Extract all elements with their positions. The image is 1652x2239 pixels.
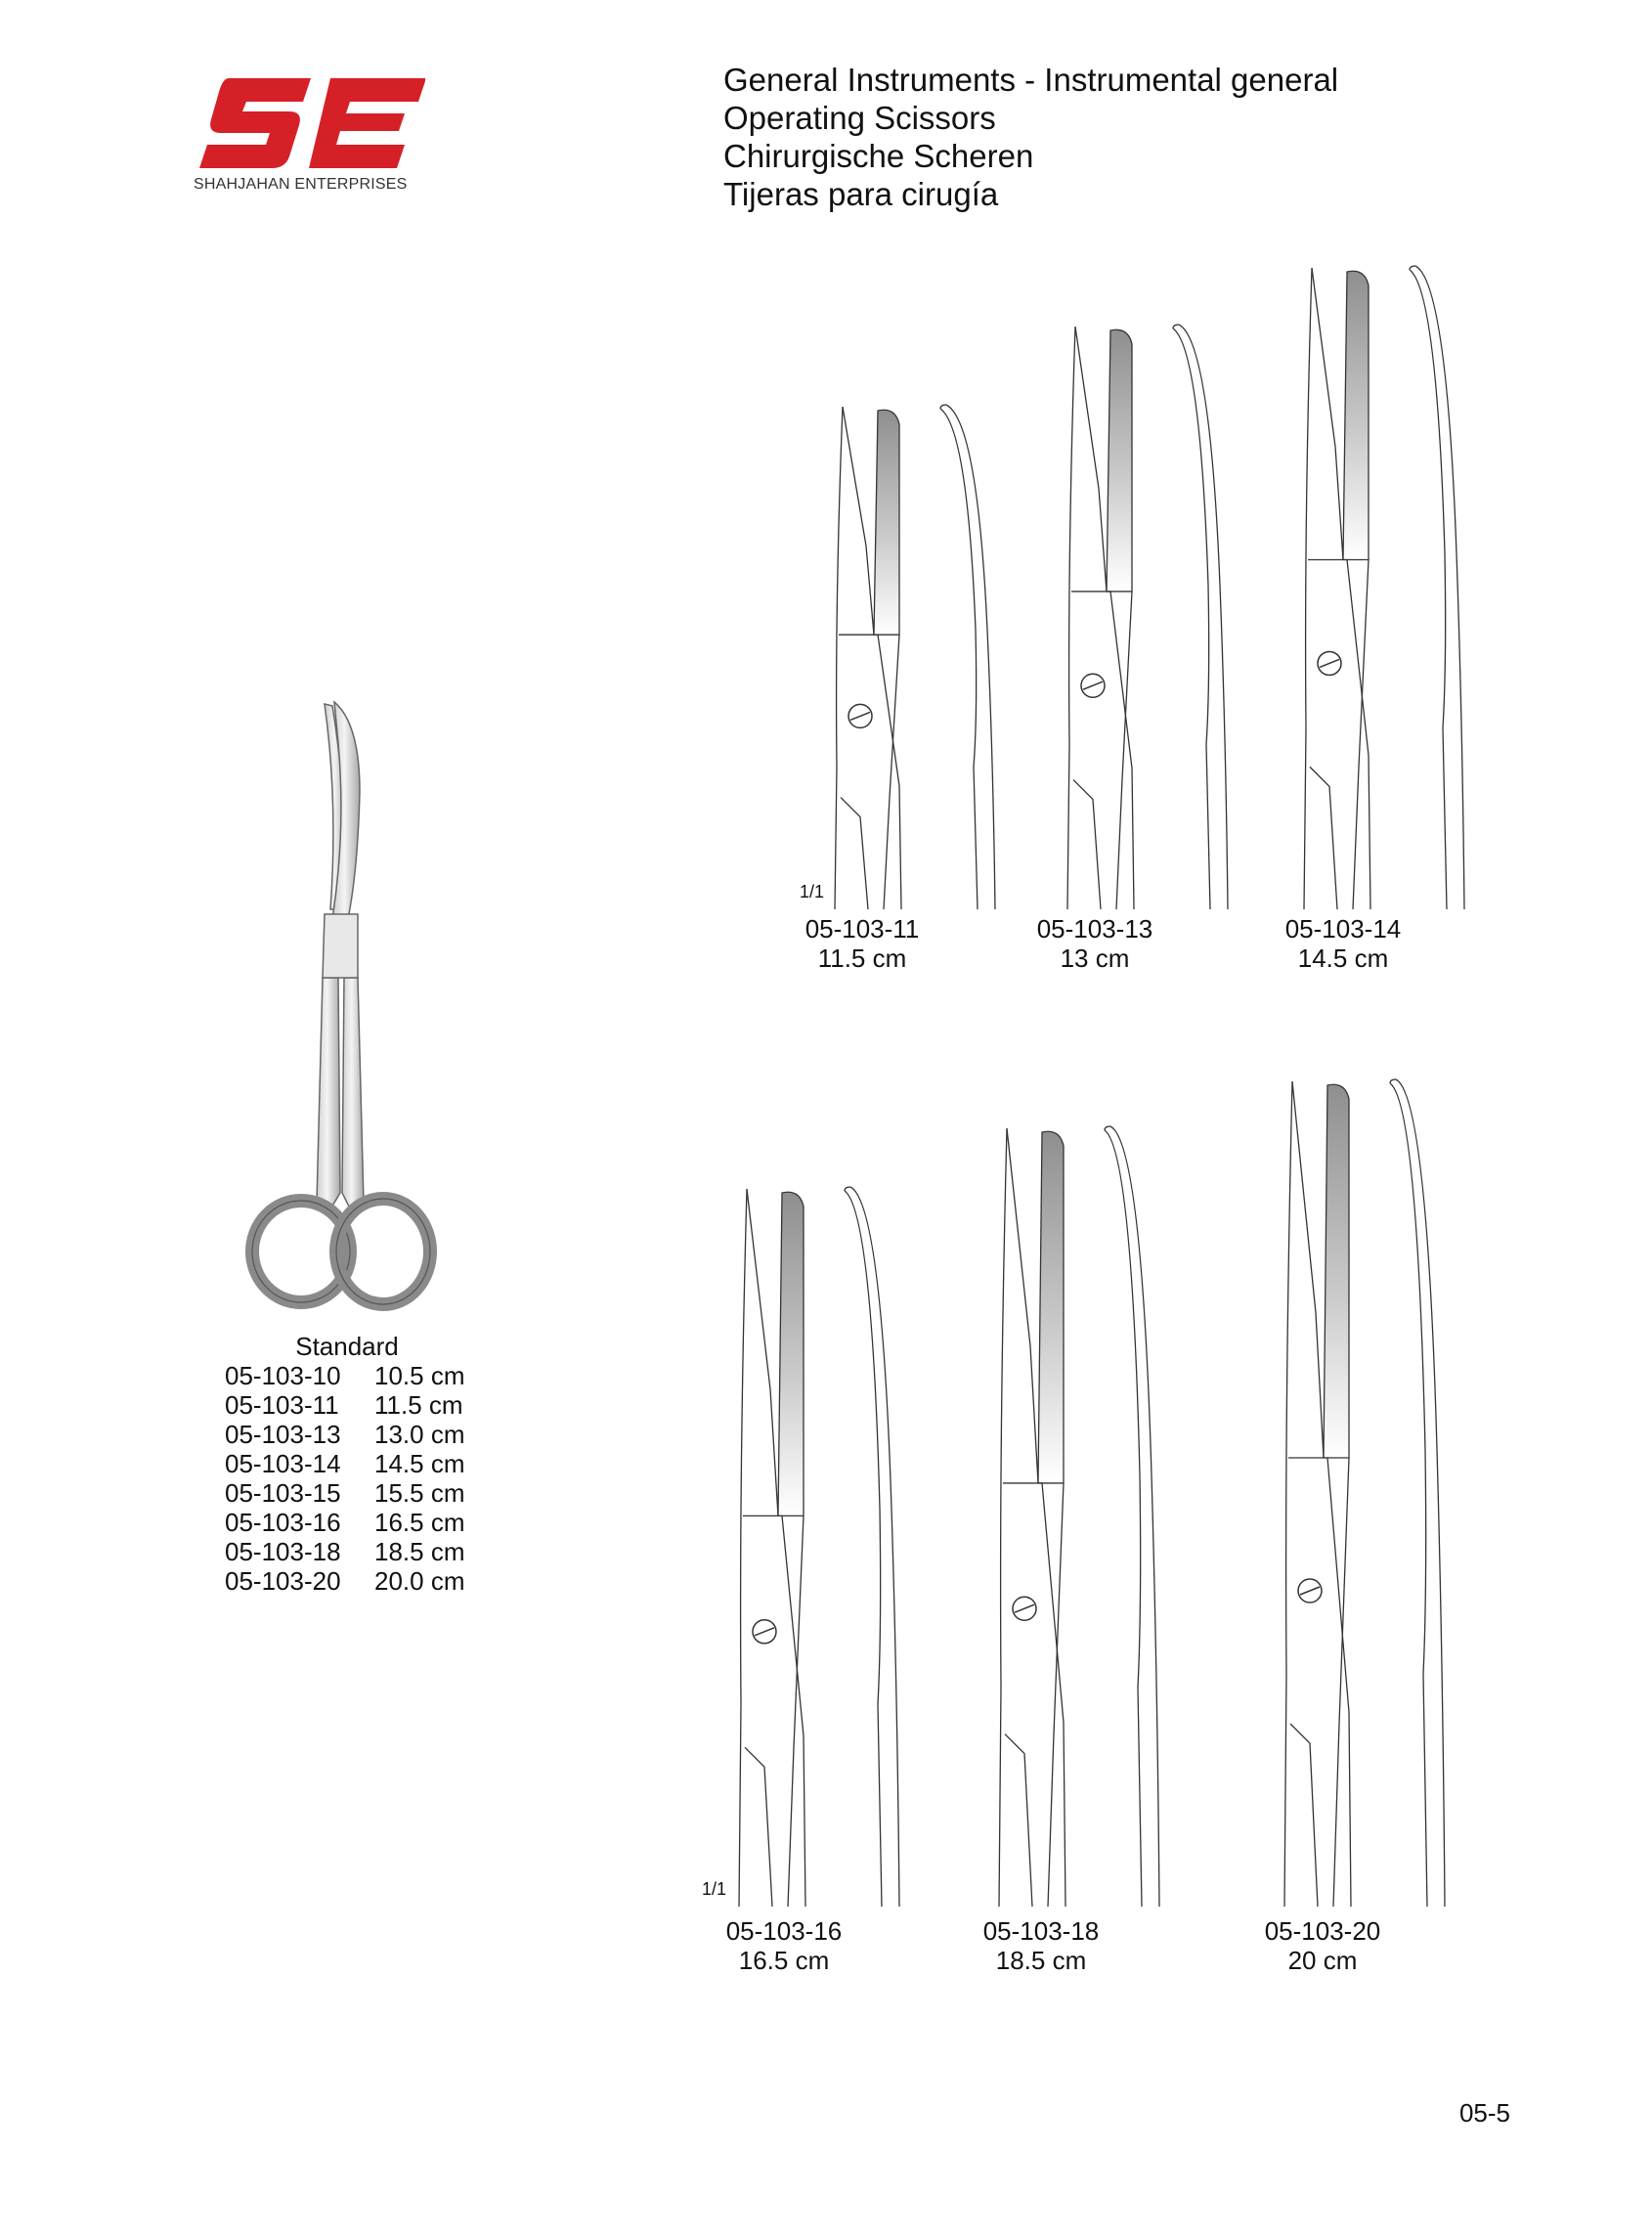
blade-outline [1284, 1081, 1292, 1907]
blade-pointed [1007, 1128, 1038, 1483]
side-view-inner [940, 409, 978, 909]
blade-outline [835, 407, 843, 909]
item-size: 13.0 cm [374, 1420, 465, 1449]
side-view-tip [1105, 1126, 1110, 1130]
item-code: 05-103-20 [225, 1566, 341, 1596]
blade-pointed [747, 1189, 778, 1515]
blade-shaded [1038, 1131, 1064, 1483]
blade-pointed [1312, 268, 1343, 560]
side-view-outer [1110, 1126, 1159, 1907]
list-item [225, 1390, 499, 1420]
side-view-outer [1415, 266, 1464, 909]
item-code: 05-103-14 [225, 1449, 341, 1478]
item-size: 18.5 cm [374, 1537, 465, 1566]
blade-shaded [1343, 271, 1369, 559]
blade-pointed [1075, 327, 1107, 592]
scissors-line-drawing [1064, 321, 1259, 909]
item-size: 11.5 cm [374, 1390, 463, 1420]
figure-size: 14.5 cm [1297, 944, 1389, 973]
blade-outline [999, 1128, 1007, 1907]
scissors-line-drawing [735, 1183, 931, 1907]
title-english: Operating Scissors [723, 100, 996, 136]
side-view-tip [845, 1187, 850, 1191]
figure-size: 11.5 cm [817, 944, 907, 973]
scale-label: 1/1 [800, 882, 825, 901]
figure-code: 05-103-11 [804, 914, 920, 944]
page-number: 05-5 [1458, 2098, 1510, 2128]
figure-size: 13 cm [1060, 944, 1130, 973]
scissors-line-drawing [831, 401, 1026, 909]
item-code: 05-103-11 [225, 1390, 339, 1420]
side-view-inner [1410, 270, 1447, 909]
list-item [225, 1566, 499, 1596]
blade-shaded [874, 410, 899, 635]
scissors-line-drawing [1300, 262, 1496, 909]
figure-caption [755, 914, 970, 973]
list-item [225, 1478, 499, 1508]
title-german: Chirurgische Scheren [723, 138, 1034, 174]
item-size: 20.0 cm [374, 1566, 465, 1596]
figure-size: 20 cm [1287, 1946, 1358, 1975]
figure-size: 18.5 cm [995, 1946, 1087, 1975]
item-code: 05-103-18 [225, 1537, 341, 1566]
side-view-inner [1390, 1083, 1427, 1907]
side-view-inner [845, 1191, 882, 1907]
side-view-outer [850, 1187, 899, 1907]
se-monogram-logo [196, 70, 425, 178]
list-item [225, 1449, 499, 1478]
side-view-outer [1179, 325, 1228, 909]
side-view-tip [1173, 325, 1179, 329]
figure-code: 05-103-14 [1284, 914, 1402, 944]
blade-shaded [1107, 329, 1132, 592]
blade-pointed [1292, 1081, 1324, 1458]
standard-sizes-list [225, 1332, 499, 1596]
figure-code: 05-103-13 [1036, 914, 1153, 944]
blade-shaded [1324, 1084, 1349, 1458]
standard-heading: Standard [295, 1332, 399, 1361]
blade-outline [1067, 327, 1075, 909]
blade-outline [739, 1189, 747, 1907]
figure-caption [987, 914, 1202, 973]
joint-outline [1288, 1458, 1351, 1907]
figure-caption [934, 1916, 1149, 1975]
figure-caption [1236, 914, 1451, 973]
side-view-tip [1410, 266, 1415, 270]
scissors-photo [244, 684, 469, 1320]
list-item [225, 1420, 499, 1449]
category-title: General Instruments - Instrumental general [723, 62, 1339, 98]
figure-caption [676, 1916, 891, 1975]
joint-outline [1071, 592, 1134, 909]
side-view-outer [1396, 1079, 1445, 1907]
item-size: 10.5 cm [374, 1361, 465, 1390]
side-view-outer [946, 405, 995, 909]
side-view-tip [940, 405, 946, 409]
ring-shank [1073, 780, 1101, 909]
company-name: SHAHJAHAN ENTERPRISES [194, 176, 408, 193]
side-view-tip [1390, 1079, 1396, 1083]
standard-scissors-image [244, 684, 469, 1325]
figure-size: 16.5 cm [738, 1946, 830, 1975]
scissors-line-drawing [1281, 1076, 1476, 1907]
item-size: 16.5 cm [374, 1508, 465, 1537]
ring-shank [745, 1747, 772, 1907]
list-item [225, 1361, 499, 1390]
joint-outline [743, 1515, 805, 1907]
item-code: 05-103-13 [225, 1420, 341, 1449]
ring-shank [1005, 1734, 1032, 1907]
scissors-line-drawing [995, 1122, 1191, 1907]
joint-outline [1308, 560, 1370, 909]
item-code: 05-103-16 [225, 1508, 341, 1537]
item-code: 05-103-15 [225, 1478, 341, 1508]
list-item [225, 1508, 499, 1537]
blade-pointed [843, 407, 874, 635]
catalog-header [723, 61, 1338, 213]
figure-code: 05-103-20 [1264, 1916, 1381, 1946]
side-view-inner [1105, 1130, 1142, 1907]
ring-shank [841, 798, 868, 909]
ring-shank [1290, 1724, 1318, 1907]
side-view-inner [1173, 329, 1210, 909]
item-code: 05-103-10 [225, 1361, 341, 1390]
title-spanish: Tijeras para cirugía [723, 176, 999, 212]
figure-caption [1215, 1916, 1430, 1975]
blade-outline [1304, 268, 1312, 909]
item-size: 15.5 cm [374, 1478, 465, 1508]
scale-label: 1/1 [702, 1879, 727, 1899]
joint-outline [839, 635, 901, 909]
figure-code: 05-103-18 [982, 1916, 1100, 1946]
figure-code: 05-103-16 [725, 1916, 843, 1946]
ring-shank [1310, 767, 1337, 909]
item-size: 14.5 cm [374, 1449, 465, 1478]
company-logo [191, 66, 425, 203]
joint-outline [1003, 1483, 1065, 1907]
blade-shaded [778, 1192, 804, 1515]
list-item [225, 1537, 499, 1566]
